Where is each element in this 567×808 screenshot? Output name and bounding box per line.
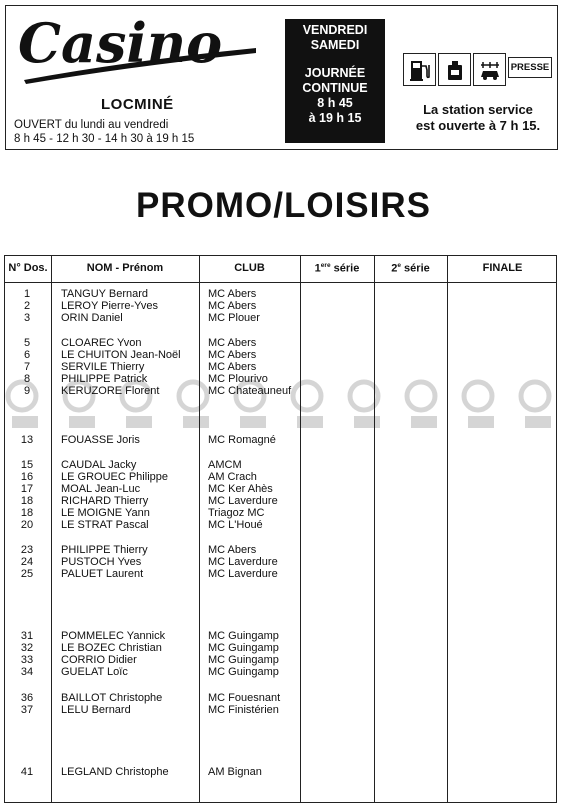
page-title: PROMO/LOISIRS — [136, 186, 431, 225]
cell-club: MC L'Houé — [208, 519, 263, 531]
cell-club: MC Ker Ahès — [208, 483, 273, 495]
cell-nom: ORIN Daniel — [61, 312, 123, 324]
store-city: LOCMINÉ — [101, 96, 174, 113]
cell-club: MC Laverdure — [208, 495, 278, 507]
cell-club: MC Abers — [208, 544, 257, 556]
cell-dos: 7 — [23, 361, 31, 373]
cell-nom: CORRIO Didier — [61, 654, 137, 666]
opening-hours — [14, 118, 194, 146]
cell-nom: MOAL Jean-Luc — [61, 483, 141, 495]
casino-advertisement — [5, 5, 558, 150]
cell-nom: PHILIPPE Thierry — [61, 544, 148, 556]
cell-club: MC Abers — [208, 300, 257, 312]
cell-dos: 24 — [20, 556, 34, 568]
cell-dos: 5 — [23, 337, 31, 349]
cell-dos: 13 — [20, 434, 34, 446]
table-row — [5, 666, 556, 678]
cell-dos: 1 — [23, 288, 31, 300]
table-row — [5, 483, 556, 495]
cell-nom: TANGUY Bernard — [61, 288, 149, 300]
table-row — [5, 519, 556, 531]
table-row — [5, 434, 556, 446]
cell-club: MC Guingamp — [208, 630, 279, 642]
cell-dos: 17 — [20, 483, 34, 495]
table-row — [5, 471, 556, 483]
opening-days-box — [285, 19, 385, 143]
cell-club: MC Fouesnant — [208, 692, 281, 704]
cell-dos: 9 — [23, 385, 31, 397]
black-line: CONTINUE — [302, 81, 368, 95]
cell-dos: 2 — [23, 300, 31, 312]
cell-nom: BAILLOT Christophe — [61, 692, 163, 704]
cell-dos: 37 — [20, 704, 34, 716]
cell-nom: PALUET Laurent — [61, 568, 144, 580]
table-row — [5, 642, 556, 654]
cell-nom: CLOAREC Yvon — [61, 337, 142, 349]
cell-club: AMCM — [208, 459, 242, 471]
cell-club: MC Plouer — [208, 312, 260, 324]
cell-dos: 41 — [20, 766, 34, 778]
cell-nom: GUELAT Loïc — [61, 666, 128, 678]
opening-hours-times: 8 h 45 - 12 h 30 - 14 h 30 à 19 h 15 — [14, 133, 195, 145]
cell-dos: 16 — [20, 471, 34, 483]
table-row — [5, 507, 556, 519]
cell-dos: 18 — [20, 495, 34, 507]
cell-dos: 33 — [20, 654, 34, 666]
table-row — [5, 568, 556, 580]
casino-logo-text: Casino — [18, 11, 223, 75]
table-row — [5, 349, 556, 361]
fuel-pump-icon — [403, 53, 436, 86]
black-line: VENDREDI — [302, 23, 368, 37]
cell-club: MC Plourivo — [208, 373, 268, 385]
black-line: à 19 h 15 — [308, 111, 362, 125]
cell-nom: CAUDAL Jacky — [61, 459, 137, 471]
station-service-notice — [398, 102, 558, 134]
black-line: SAMEDI — [310, 38, 360, 52]
presse-label: PRESSE — [508, 57, 552, 78]
cell-nom: FOUASSE Joris — [61, 434, 140, 446]
cell-nom: POMMELEC Yannick — [61, 630, 166, 642]
header-serie-2-word: série — [401, 262, 430, 275]
opening-hours-days: OUVERT du lundi au vendredi — [14, 119, 169, 131]
cell-nom: LEROY Pierre-Yves — [61, 300, 159, 312]
casino-logo — [14, 10, 264, 90]
table-row — [5, 630, 556, 642]
header-nom: NOM - Prénom — [86, 262, 164, 274]
cell-dos: 20 — [20, 519, 34, 531]
cell-club: MC Finistérien — [208, 704, 279, 716]
cell-club: MC Laverdure — [208, 556, 278, 568]
station-line: est ouverte à 7 h 15. — [415, 118, 541, 133]
table-row — [5, 692, 556, 704]
table-row — [5, 385, 556, 397]
table-row — [5, 459, 556, 471]
cell-dos: 18 — [20, 507, 34, 519]
table-row — [5, 300, 556, 312]
table-row — [5, 312, 556, 324]
cell-club: MC Romagné — [208, 434, 276, 446]
header-serie-2-num: 2 — [391, 262, 398, 275]
cell-club: MC Guingamp — [208, 654, 279, 666]
cell-club: MC Abers — [208, 288, 257, 300]
cell-nom: RICHARD Thierry — [61, 495, 149, 507]
cell-dos: 6 — [23, 349, 31, 361]
table-row — [5, 337, 556, 349]
cell-dos: 32 — [20, 642, 34, 654]
header-serie-1-word: série — [330, 262, 360, 275]
table-row — [5, 704, 556, 716]
cell-nom: SERVILE Thierry — [61, 361, 145, 373]
cell-dos: 15 — [20, 459, 34, 471]
header-serie-1 — [300, 262, 374, 275]
header-serie-1-num: 1 — [314, 262, 321, 275]
cell-dos: 34 — [20, 666, 34, 678]
car-wash-icon — [473, 53, 506, 86]
results-table — [4, 255, 557, 803]
cell-club: MC Abers — [208, 337, 257, 349]
table-row — [5, 495, 556, 507]
oil-can-icon — [438, 53, 471, 86]
cell-club: MC Abers — [208, 349, 257, 361]
cell-nom: LELU Bernard — [61, 704, 131, 716]
black-line: 8 h 45 — [317, 96, 353, 110]
cell-nom: LE CHUITON Jean-Noël — [61, 349, 181, 361]
header-serie-2-sup: e — [397, 262, 401, 269]
cell-nom: LEGLAND Christophe — [61, 766, 169, 778]
table-row — [5, 373, 556, 385]
cell-nom: PUSTOCH Yves — [61, 556, 142, 568]
cell-club: MC Guingamp — [208, 666, 279, 678]
table-row — [5, 288, 556, 300]
black-line: JOURNÉE — [304, 66, 366, 80]
cell-nom: PHILIPPE Patrick — [61, 373, 148, 385]
header-dos: N° Dos. — [8, 262, 48, 274]
cell-club: MC Chateauneuf — [208, 385, 292, 397]
cell-club: Triagoz MC — [208, 507, 265, 519]
cell-nom: LE BOZEC Christian — [61, 642, 162, 654]
header-serie-1-sup: ere — [320, 262, 331, 269]
cell-dos: 8 — [23, 373, 31, 385]
cell-dos: 25 — [20, 568, 34, 580]
cell-dos: 31 — [20, 630, 34, 642]
cell-club: MC Laverdure — [208, 568, 278, 580]
table-row — [5, 556, 556, 568]
service-icons — [403, 53, 552, 87]
cell-dos: 23 — [20, 544, 34, 556]
header-serie-2 — [374, 262, 447, 275]
cell-nom: LE MOIGNE Yann — [61, 507, 150, 519]
cell-dos: 3 — [23, 312, 31, 324]
cell-club: MC Abers — [208, 361, 257, 373]
cell-nom: LE STRAT Pascal — [61, 519, 149, 531]
table-row — [5, 361, 556, 373]
cell-dos: 36 — [20, 692, 34, 704]
table-row — [5, 544, 556, 556]
cell-nom: KERUZORE Florent — [61, 385, 160, 397]
cell-club: AM Bignan — [208, 766, 262, 778]
table-row — [5, 766, 556, 778]
cell-club: MC Guingamp — [208, 642, 279, 654]
header-finale: FINALE — [482, 262, 523, 274]
cell-club: AM Crach — [208, 471, 257, 483]
header-club: CLUB — [234, 262, 265, 274]
table-row — [5, 654, 556, 666]
cell-nom: LE GROUEC Philippe — [61, 471, 168, 483]
station-line: La station service — [423, 102, 533, 117]
